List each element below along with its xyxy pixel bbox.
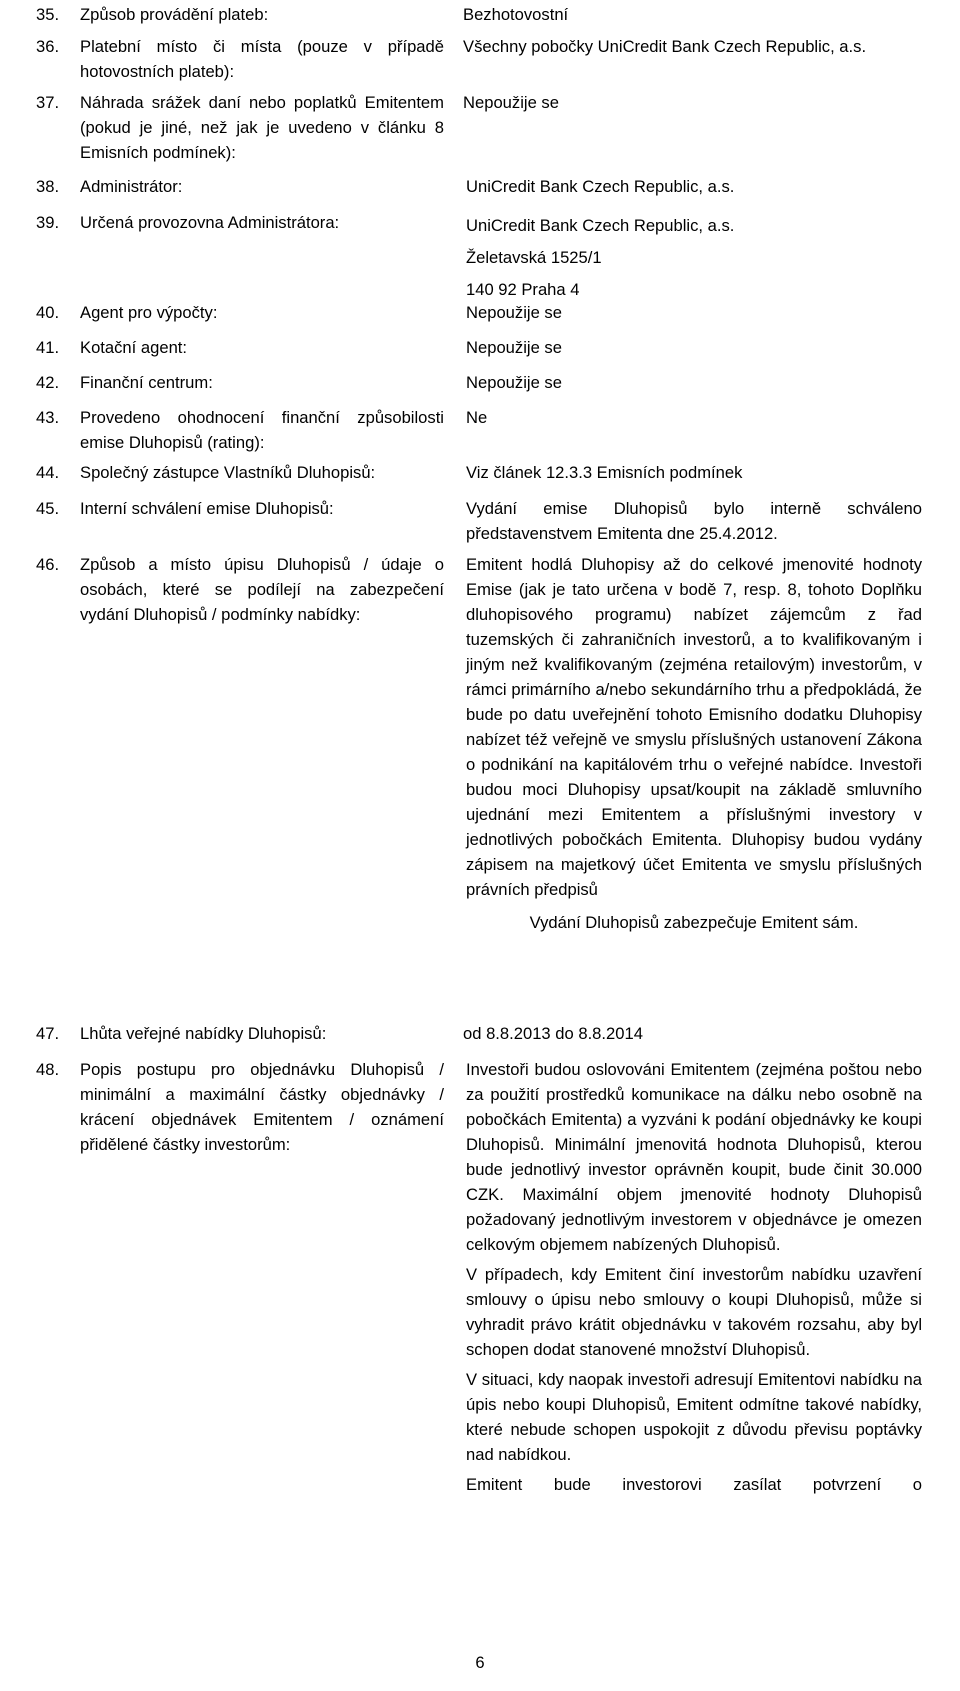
page-number: 6 [475,1653,485,1672]
item-number: 45. [36,499,60,518]
item-number: 38. [36,177,60,196]
item-number: 37. [36,93,60,112]
item-number: 41. [36,338,60,357]
item-number: 48. [36,1060,60,1079]
item-number: 46. [36,555,60,574]
item-value: Všechny pobočky UniCredit Bank Czech Republic, a.s. [463,37,867,56]
item-value: od 8.8.2013 do 8.8.2014 [463,1024,643,1043]
item-label: Kotační agent: [80,338,188,357]
item-label: Administrátor: [80,177,183,196]
value-paragraph: Vydání Dluhopisů zabezpečuje Emitent sám. [529,913,859,932]
item-value [466,1057,922,1497]
item-value [466,496,922,546]
item-label: Popis postupu pro objednávku Dluhopisů / minimální a maximální částky objednávky / krácení objednávek Emitentem / oznámení přidělené částky investorům: [80,1060,444,1154]
item-value: Ne [466,408,488,427]
item-label: Lhůta veřejné nabídky Dluhopisů: [80,1024,327,1043]
value-paragraph: V případech, kdy Emitent činí investorům nabídku uzavření smlouvy o úpisu nebo smlouvy o koupi Dluhopisů, může si vyhradit právo krátit objednávku v takovém rozsahu, aby byl schopen dodat stanovené množství Dluhopisů. [466,1265,922,1359]
item-value: Nepoužije se [466,373,562,392]
item-number: 39. [36,213,60,232]
item-label: Interní schválení emise Dluhopisů: [80,499,334,518]
item-value: UniCredit Bank Czech Republic, a.s. [466,177,735,196]
item-value [466,552,922,935]
address-line: 140 92 Praha 4 [466,280,580,299]
item-number: 42. [36,373,60,392]
value-paragraph: Vydání emise Dluhopisů bylo interně schváleno představenstvem Emitenta dne 25.4.2012. [466,499,922,543]
item-value [466,210,922,306]
item-number: 44. [36,463,60,482]
item-label: Agent pro výpočty: [80,303,218,322]
item-label: Platební místo či místa (pouze v případě hotovostních plateb): [80,37,444,81]
item-label: Náhrada srážek daní nebo poplatků Emitentem (pokud je jiné, než jak je uvedeno v článku 8 Emisních podmínek): [80,93,444,162]
item-value: Viz článek 12.3.3 Emisních podmínek [466,463,743,482]
value-paragraph: Emitent hodlá Dluhopisy až do celkové jmenovité hodnoty Emise (jak je tato určena v bodě 7, resp. 8, tohoto Doplňku dluhopisového programu) nabízet zájemcům z řad tuzemských či zahraničních investorů, a to kvalifikovaným i jiným než kvalifikovaným (zejména retailovým) investorům, v rámci primárního a/nebo sekundárního trhu a předpokládá, že bude po datu uveřejnění tohoto Emisního dodatku Dluhopisy nabízet též veřejně ve smyslu příslušných ustanovení Zákona o podnikání na kapitálovém trhu o veřejné nabídce. Investoři budou moci Dluhopisy upsat/koupit na základě smluvního ujednání mezi Emitentem a příslušnými investory v jednotlivých pobočkách Emitenta. Dluhopisy budou vydány zápisem na majetkový účet Emitenta ve smyslu příslušných právních předpisů [466,555,922,899]
item-number: 36. [36,37,60,56]
item-number: 43. [36,408,60,427]
value-paragraph: Emitent bude investorovi zasílat potvrzení o [466,1475,922,1494]
item-label: Způsob provádění plateb: [80,5,269,24]
item-value: Nepoužije se [463,93,559,112]
item-label: Finanční centrum: [80,373,213,392]
item-value: Nepoužije se [466,303,562,322]
item-value: Nepoužije se [466,338,562,357]
value-paragraph: V situaci, kdy naopak investoři adresují Emitentovi nabídku na úpis nebo koupi Dluhopisů, Emitent odmítne takové nabídky, které nebude schopen uspokojit z důvodu převisu poptávky nad nabídkou. [466,1370,922,1464]
item-number: 40. [36,303,60,322]
item-number: 47. [36,1024,60,1043]
value-paragraph: Investoři budou oslovováni Emitentem (zejména poštou nebo za použití prostředků komunikace na dálku nebo osobně na pobočkách Emitenta) a vyzváni k podání objednávky ke koupi Dluhopisů. Minimální jmenovitá hodnota Dluhopisů, kterou bude jednotlivý investor oprávněn koupit, bude činit 30.000 CZK. Maximální objem jmenovité hodnoty Dluhopisů požadovaný jednotlivým investorem v objednávce je omezen celkovým objemem nabízených Dluhopisů. [466,1060,922,1254]
item-label: Určená provozovna Administrátora: [80,213,340,232]
item-number: 35. [36,5,60,24]
item-label: Společný zástupce Vlastníků Dluhopisů: [80,463,376,482]
address-line: Želetavská 1525/1 [466,248,602,267]
item-label: Provedeno ohodnocení finanční způsobilosti emise Dluhopisů (rating): [80,408,444,452]
item-value: Bezhotovostní [463,5,569,24]
address-line: UniCredit Bank Czech Republic, a.s. [466,216,735,235]
item-label: Způsob a místo úpisu Dluhopisů / údaje o osobách, které se podílejí na zabezpečení vydání Dluhopisů / podmínky nabídky: [80,555,444,624]
